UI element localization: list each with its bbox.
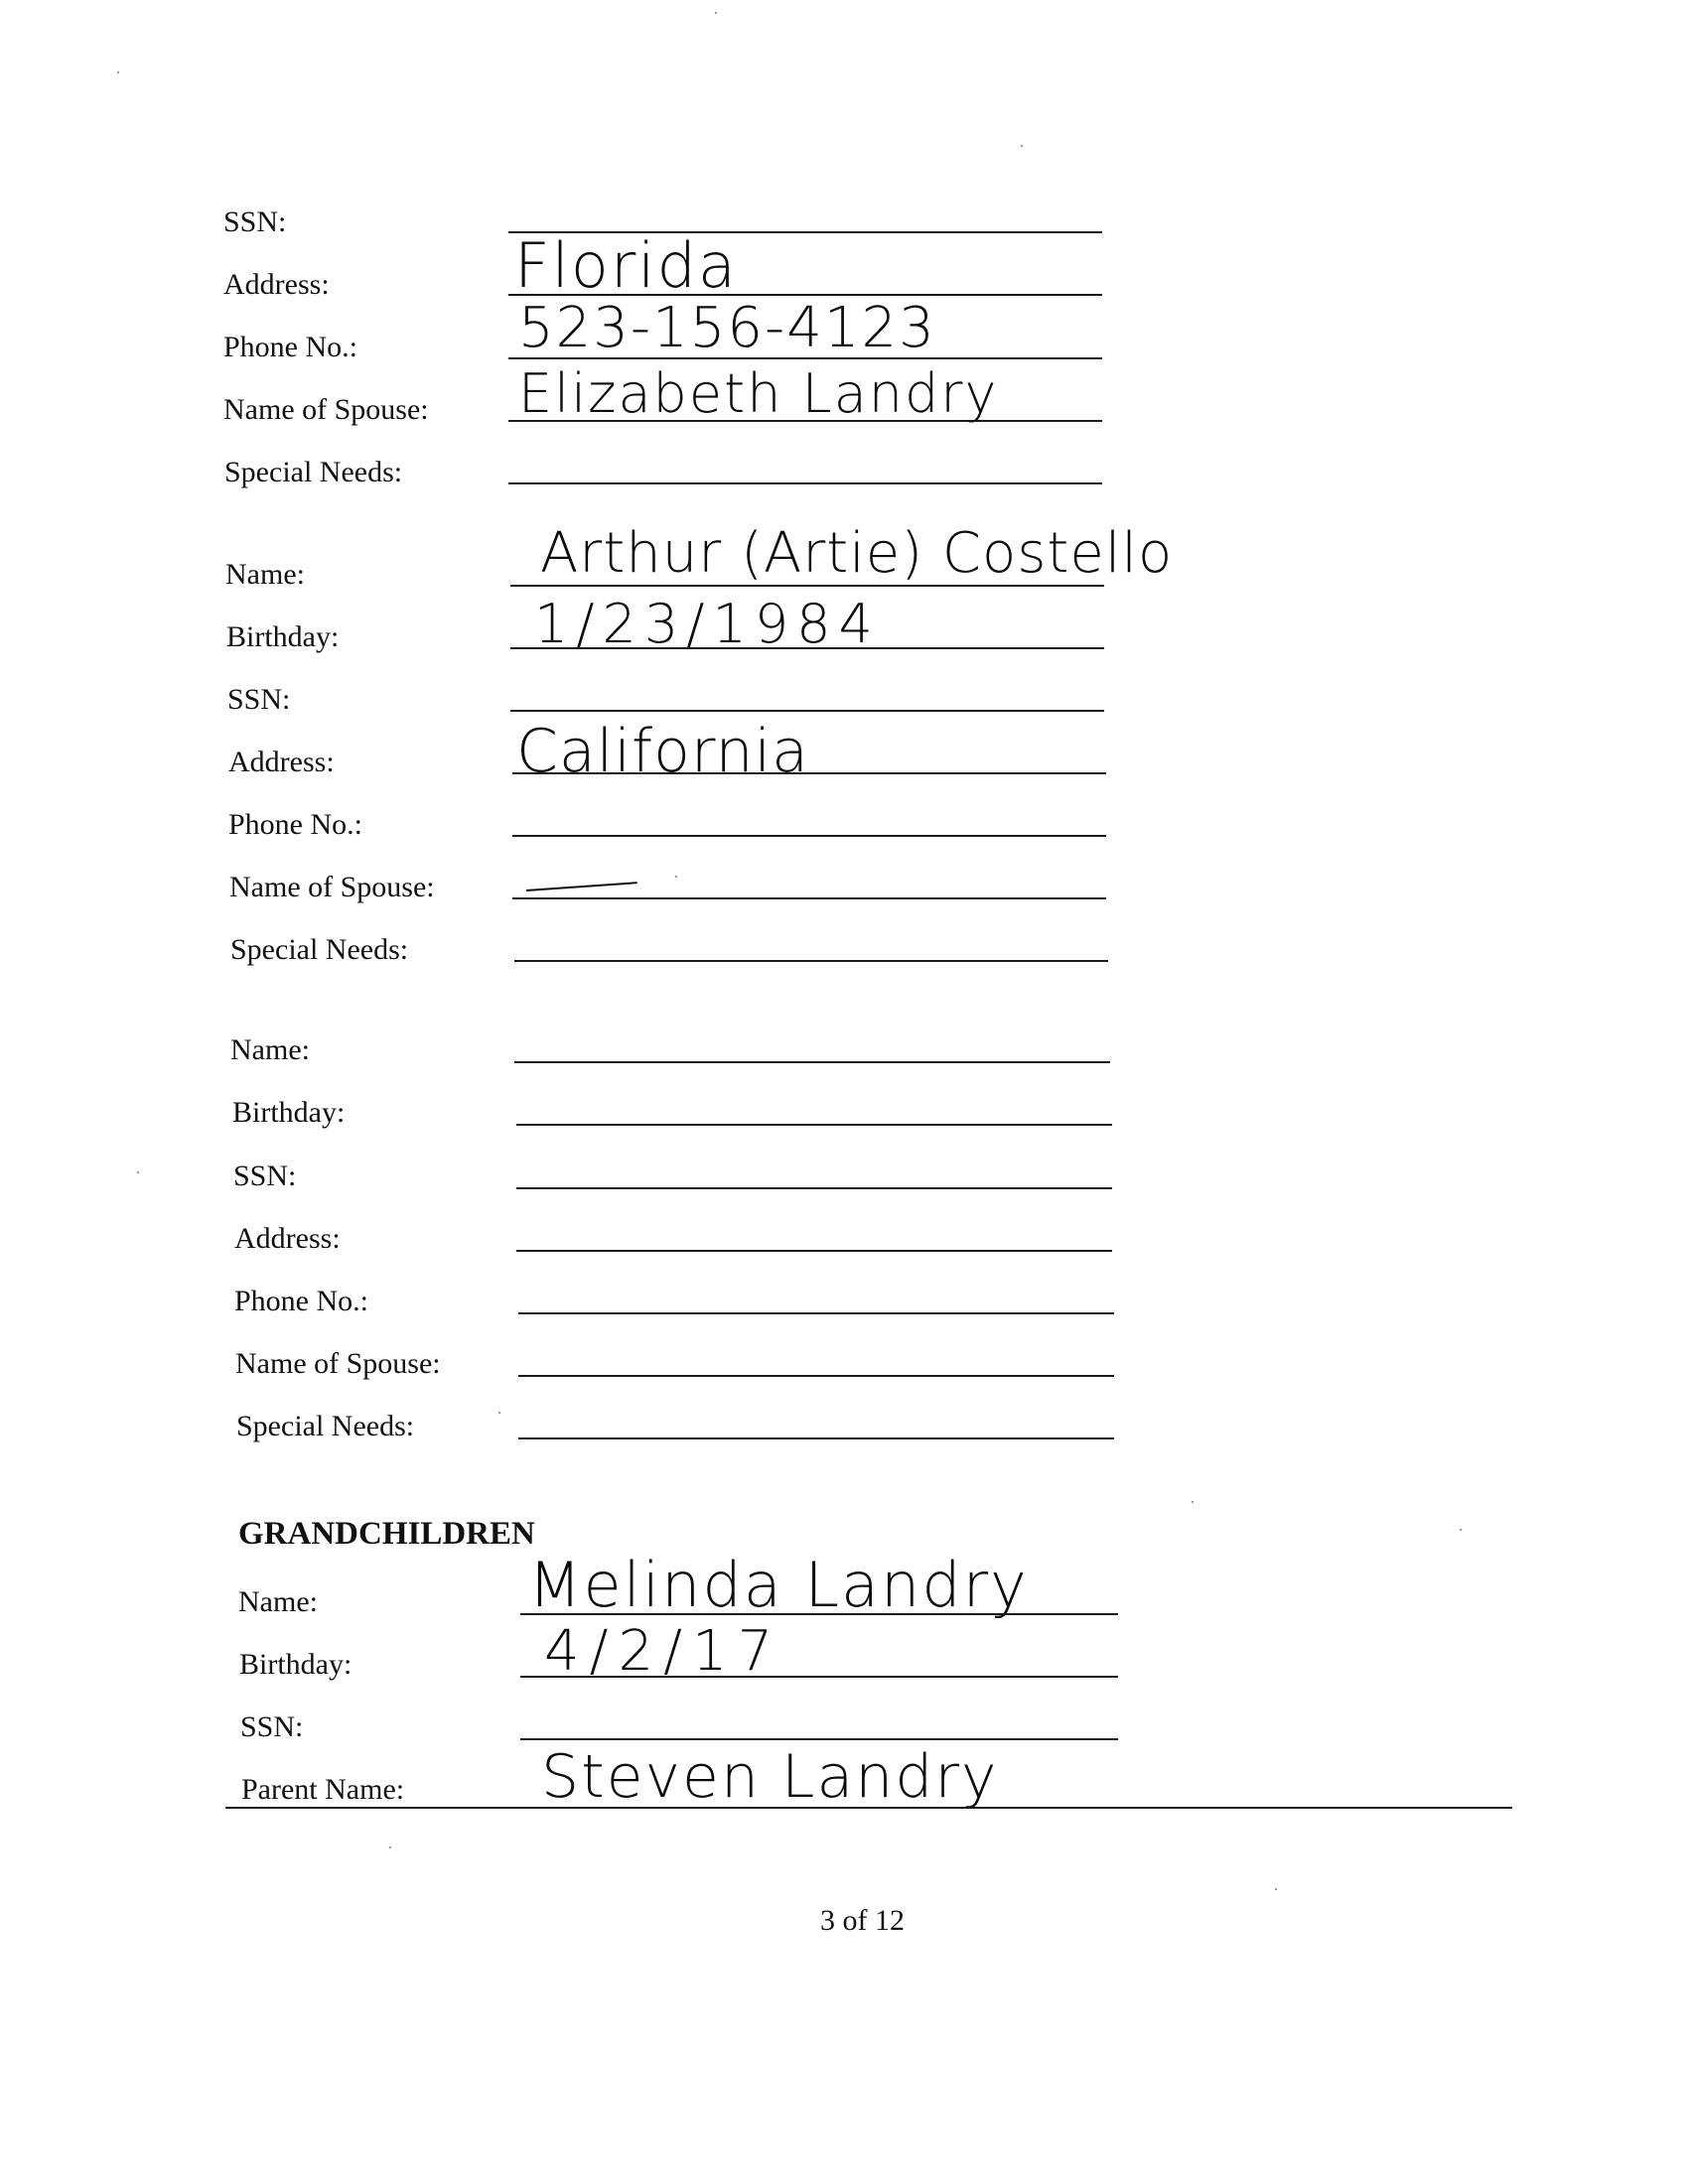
address-label: Address: [223, 268, 330, 301]
address-value-2: California [516, 717, 809, 786]
scan-speck [1192, 1501, 1194, 1503]
grandchild-birthday-value: 4/2/17 [544, 1619, 783, 1684]
spouse-line-3 [518, 1375, 1114, 1377]
name-line [510, 585, 1104, 587]
spouse-value: Elizabeth Landry [518, 362, 999, 425]
grandchild-name-label: Name: [238, 1585, 318, 1618]
scan-speck [117, 71, 119, 73]
grandchildren-heading: GRANDCHILDREN [238, 1516, 535, 1552]
grandchild-ssn-label: SSN: [240, 1710, 304, 1743]
name-line-3 [514, 1061, 1110, 1063]
phone-label-3: Phone No.: [234, 1285, 368, 1317]
special-needs-label: Special Needs: [224, 456, 403, 488]
spouse-label-2: Name of Spouse: [229, 871, 435, 903]
name-label-3: Name: [230, 1033, 310, 1066]
birthday-line-3 [516, 1124, 1112, 1126]
scan-speck [715, 12, 717, 14]
address-label-2: Address: [228, 746, 335, 778]
name-value: Arthur (Artie) Costello [540, 521, 1174, 586]
grandchild-birthday-label: Birthday: [239, 1648, 352, 1681]
phone-line-3 [518, 1312, 1114, 1314]
spouse-dash-mark [526, 882, 637, 891]
spouse-line [508, 420, 1102, 422]
grandchild-name-line [520, 1613, 1118, 1615]
grandchild-ssn-line [520, 1738, 1118, 1740]
phone-label: Phone No.: [223, 331, 357, 363]
birthday-line [510, 647, 1104, 649]
phone-label-2: Phone No.: [228, 808, 362, 841]
address-value: Florida [514, 229, 738, 302]
special-needs-line-3 [518, 1437, 1114, 1439]
special-needs-line [508, 482, 1102, 484]
special-needs-label-3: Special Needs: [236, 1410, 415, 1442]
scan-speck [1275, 1888, 1277, 1890]
address-line-3 [516, 1250, 1112, 1252]
ssn-line-2 [510, 710, 1104, 712]
page-number: 3 of 12 [820, 1904, 905, 1937]
spouse-label: Name of Spouse: [223, 393, 429, 426]
scan-speck [389, 1846, 391, 1848]
parent-name-value: Steven Landry [541, 1742, 999, 1812]
scan-speck [1460, 1529, 1462, 1531]
spouse-label-3: Name of Spouse: [235, 1347, 441, 1380]
scan-speck [1021, 145, 1023, 147]
parent-name-label: Parent Name: [241, 1773, 405, 1806]
birthday-value: 1/23/1984 [534, 593, 881, 655]
ssn-line-3 [516, 1187, 1112, 1189]
birthday-label-3: Birthday: [232, 1096, 346, 1129]
grandchild-name-value: Melinda Landry [528, 1549, 1029, 1621]
ssn-label: SSN: [223, 205, 287, 238]
address-line-2 [512, 772, 1106, 774]
scan-speck [137, 1171, 139, 1173]
birthday-label: Birthday: [226, 620, 340, 653]
ssn-label-3: SSN: [233, 1160, 297, 1192]
phone-value: 523-156-4123 [518, 296, 936, 360]
ssn-label-2: SSN: [227, 683, 291, 716]
parent-name-line [225, 1807, 1512, 1809]
spouse-line-2 [512, 897, 1106, 899]
grandchild-birthday-line [520, 1676, 1118, 1678]
scan-speck [498, 1412, 500, 1414]
phone-line-2 [512, 835, 1106, 837]
name-label: Name: [225, 558, 305, 591]
phone-line [508, 357, 1102, 359]
scan-speck [675, 876, 677, 878]
special-needs-label-2: Special Needs: [230, 933, 409, 966]
special-needs-line-2 [514, 960, 1108, 962]
address-label-3: Address: [234, 1222, 341, 1255]
